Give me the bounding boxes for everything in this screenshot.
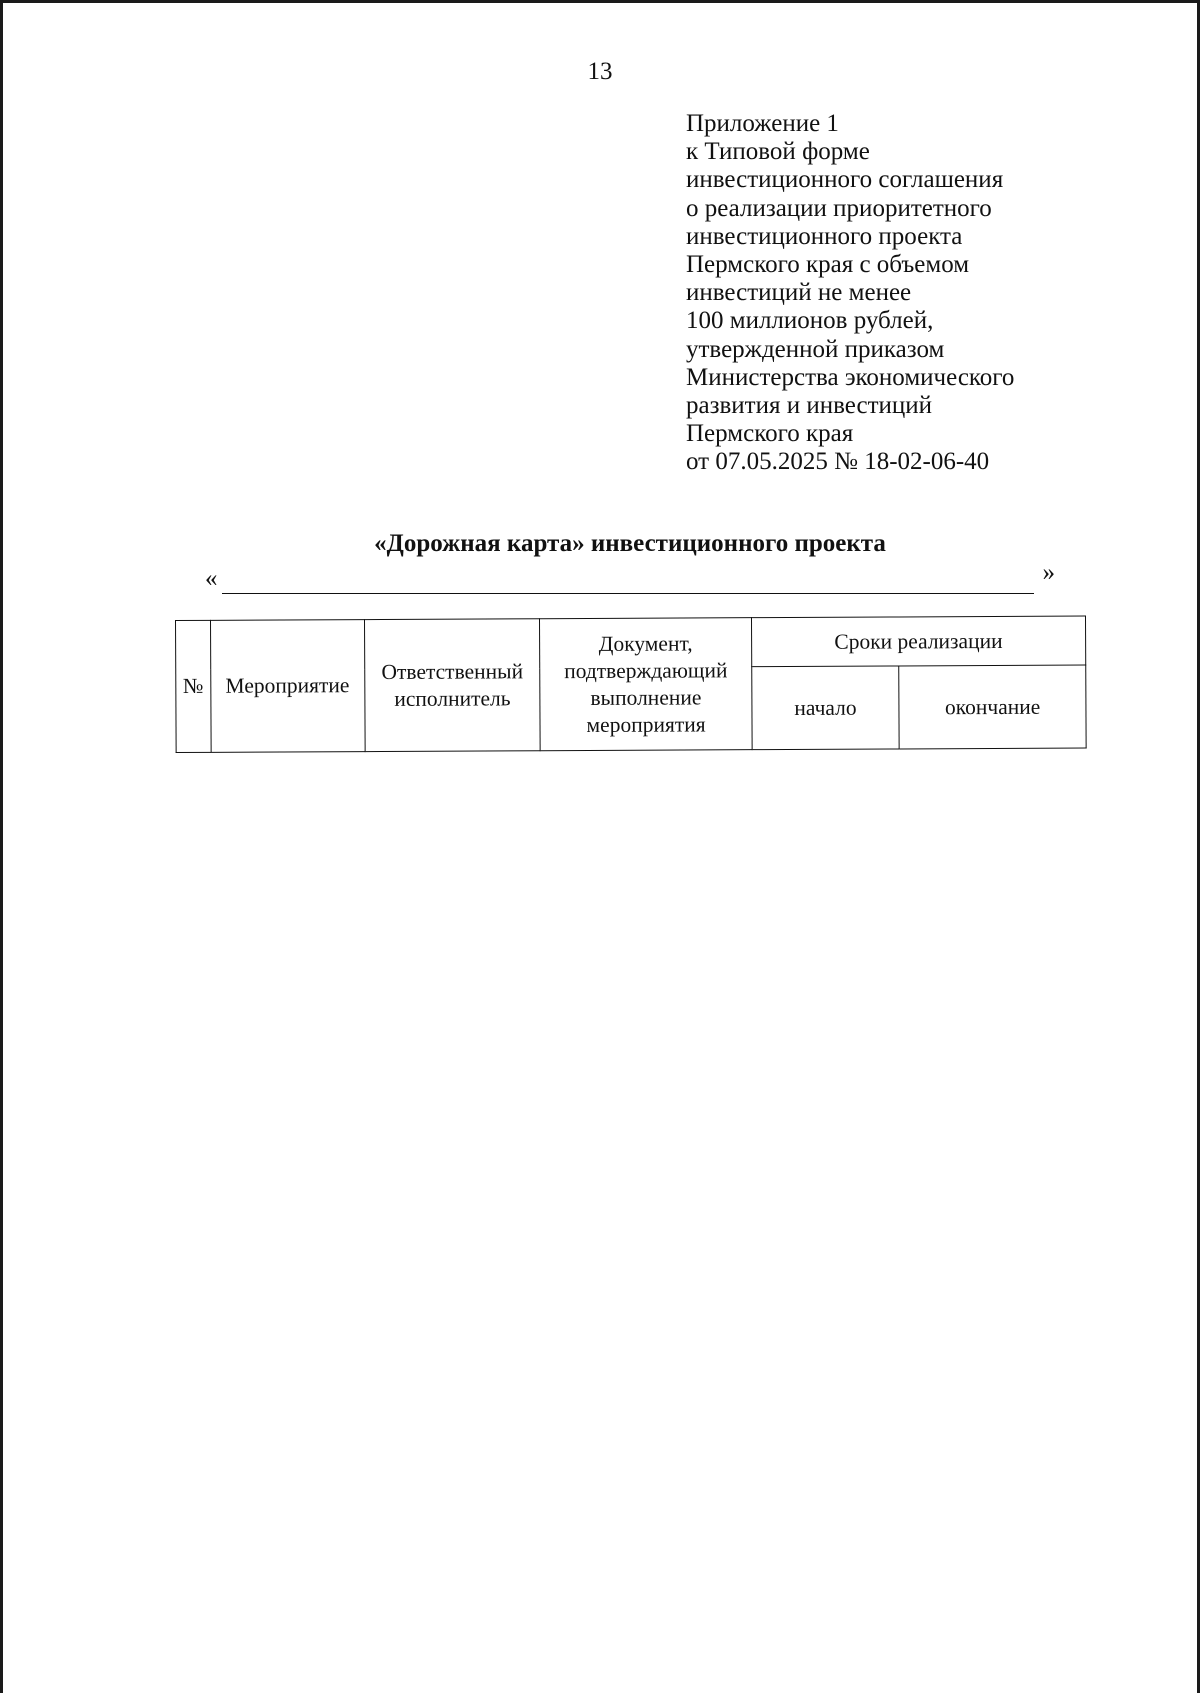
roadmap-table bbox=[175, 616, 1087, 753]
appendix-line: Пермского края bbox=[686, 420, 854, 448]
appendix-line: к Типовой форме bbox=[686, 138, 870, 166]
project-name-underline bbox=[222, 593, 1034, 594]
table-header-row bbox=[176, 616, 1086, 669]
header-document bbox=[540, 618, 752, 751]
appendix-line: 100 миллионов рублей, bbox=[686, 307, 934, 335]
appendix-line: утвержденной приказом bbox=[686, 335, 945, 363]
header-deadlines: Сроки реализации bbox=[751, 616, 1086, 667]
header-document-line: мероприятия bbox=[586, 711, 706, 737]
header-document-line: Документ, bbox=[598, 630, 693, 656]
appendix-line: инвестиционного проекта bbox=[686, 222, 963, 250]
appendix-line: инвестиционного соглашения bbox=[686, 166, 1004, 194]
header-end: окончание bbox=[899, 665, 1086, 749]
header-responsible-line: исполнитель bbox=[394, 685, 511, 711]
header-start: начало bbox=[751, 666, 899, 750]
appendix-line: от 07.05.2025 № 18-02-06-40 bbox=[686, 448, 990, 476]
header-responsible bbox=[364, 619, 540, 752]
appendix-line: Министерства экономического bbox=[686, 363, 1015, 391]
document-title: «Дорожная карта» инвестиционного проекта bbox=[374, 530, 886, 557]
header-document-line: выполнение bbox=[590, 684, 702, 710]
roadmap-table-header bbox=[176, 616, 1087, 752]
appendix-line: Приложение 1 bbox=[686, 110, 839, 137]
appendix-line: Пермского края с объемом bbox=[686, 251, 970, 279]
project-name-close-quote: » bbox=[1042, 559, 1055, 586]
header-event: Мероприятие bbox=[210, 620, 365, 753]
appendix-line: инвестиций не менее bbox=[686, 279, 912, 307]
header-document-line: подтверждающий bbox=[564, 657, 728, 683]
page-number: 13 bbox=[587, 58, 613, 85]
scan-border-left bbox=[0, 0, 3, 1693]
appendix-header bbox=[686, 110, 1126, 477]
header-responsible-line: Ответственный bbox=[381, 658, 524, 684]
project-name-field bbox=[205, 559, 1055, 599]
header-number: № bbox=[176, 620, 211, 752]
appendix-line: о реализации приоритетного bbox=[686, 194, 992, 222]
appendix-line: развития и инвестиций bbox=[686, 392, 933, 420]
project-name-open-quote: « bbox=[205, 565, 218, 592]
scan-border-top bbox=[0, 0, 1200, 3]
